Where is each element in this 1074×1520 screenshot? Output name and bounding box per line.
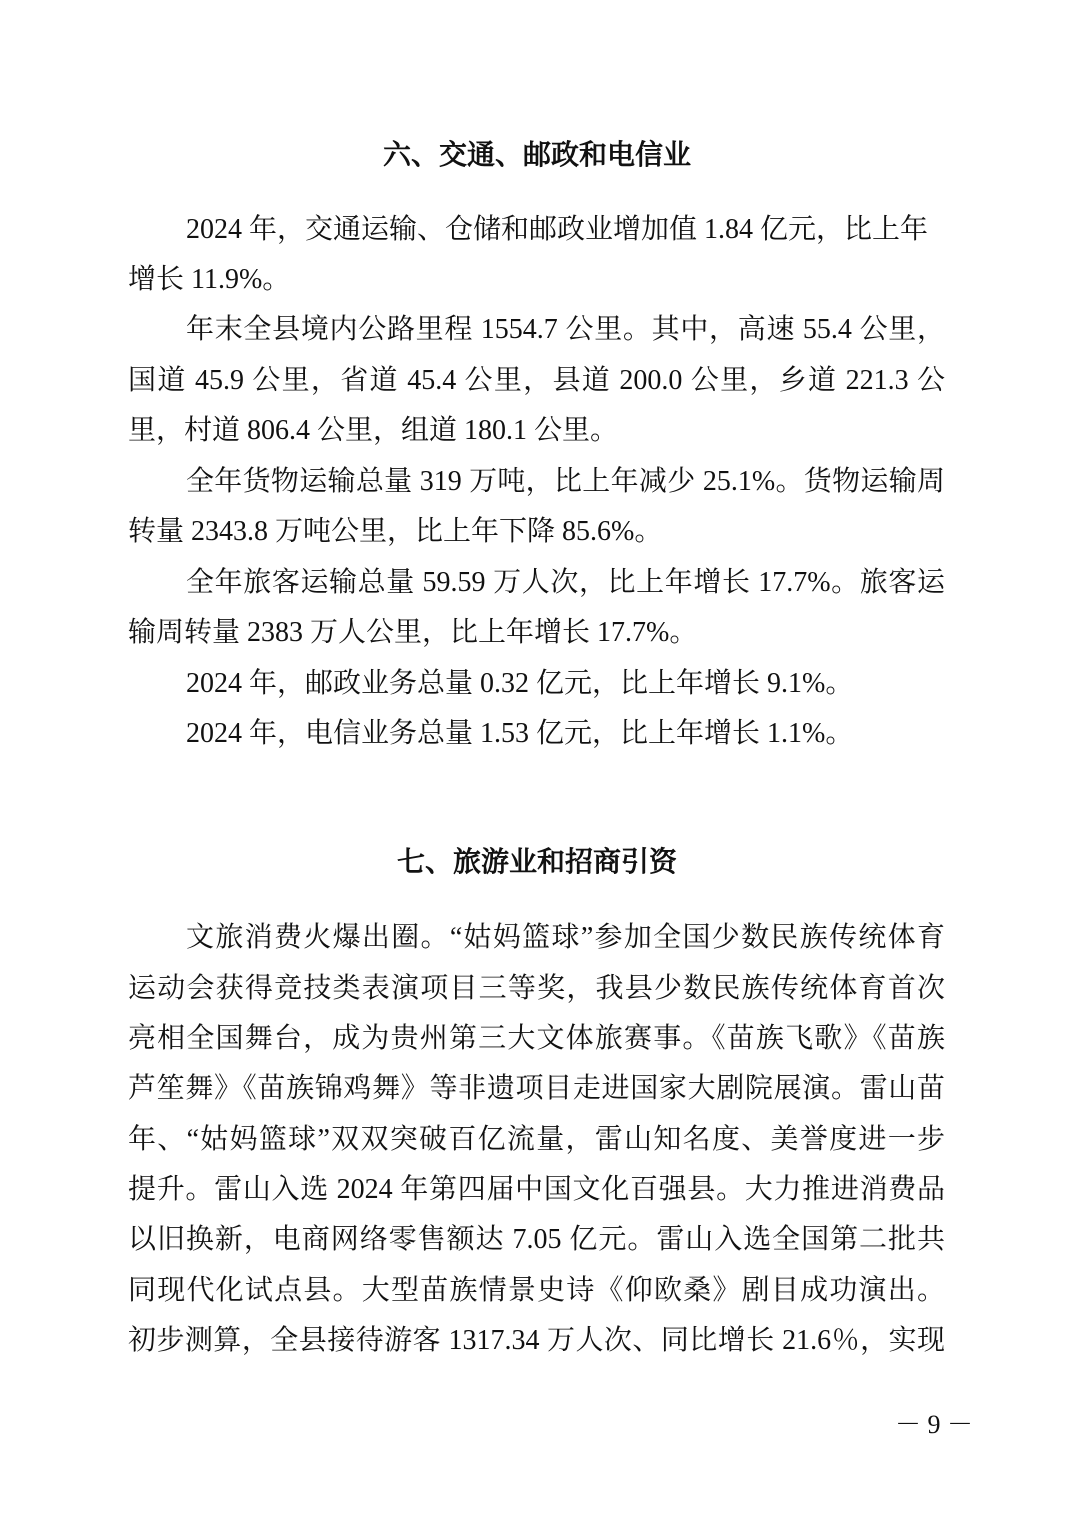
paragraph-line: 提升。雷山入选 2024 年第四届中国文化百强县。大力推进消费品	[128, 1174, 945, 1205]
paragraph-line: 以旧换新，电商网络零售额达 7.05 亿元。雷山入选全国第二批共	[128, 1224, 945, 1255]
section-heading-tourism: 七、旅游业和招商引资	[396, 845, 677, 878]
paragraph-line: 里，村道 806.4 公里，组道 180.1 公里。	[128, 415, 619, 446]
paragraph-line: 运动会获得竞技类表演项目三等奖，我县少数民族传统体育首次	[128, 973, 945, 1004]
paragraph-line: 文旅消费火爆出圈。“姑妈篮球”参加全国少数民族传统体育	[186, 922, 945, 953]
paragraph-line: 输周转量 2383 万人公里，比上年增长 17.7%。	[128, 617, 698, 648]
paragraph-line: 转量 2343.8 万吨公里，比上年下降 85.6%。	[128, 516, 663, 547]
paragraph-line: 芦笙舞》《苗族锦鸡舞》等非遗项目走进国家大剧院展演。雷山苗	[128, 1073, 945, 1104]
paragraph-line: 全年货物运输总量 319 万吨，比上年减少 25.1%。货物运输周	[186, 466, 945, 497]
paragraph-line: 年、“姑妈篮球”双双突破百亿流量，雷山知名度、美誉度进一步	[128, 1124, 945, 1155]
paragraph-line: 初步测算，全县接待游客 1317.34 万人次、同比增长 21.6％，实现	[128, 1325, 945, 1356]
paragraph-line: 增长 11.9%。	[128, 264, 291, 295]
paragraph-line: 同现代化试点县。大型苗族情景史诗《仰欧桑》剧目成功演出。	[128, 1275, 945, 1306]
paragraph-line: 全年旅客运输总量 59.59 万人次，比上年增长 17.7%。旅客运	[186, 567, 945, 598]
paragraph-line: 年末全县境内公路里程 1554.7 公里。其中，高速 55.4 公里，	[186, 314, 945, 345]
paragraph-line: 2024 年，邮政业务总量 0.32 亿元，比上年增长 9.1%。	[186, 668, 854, 699]
paragraph-line: 2024 年，电信业务总量 1.53 亿元，比上年增长 1.1%。	[186, 718, 854, 749]
page-number: － 9 －	[895, 1410, 974, 1439]
section-heading-transport: 六、交通、邮政和电信业	[382, 138, 691, 171]
paragraph-line: 亮相全国舞台，成为贵州第三大文体旅赛事。《苗族飞歌》《苗族	[128, 1023, 945, 1054]
paragraph-line: 2024 年，交通运输、仓储和邮政业增加值 1.84 亿元，比上年	[186, 214, 929, 245]
paragraph-line: 国道 45.9 公里，省道 45.4 公里，县道 200.0 公里，乡道 221.3 公	[128, 365, 945, 396]
